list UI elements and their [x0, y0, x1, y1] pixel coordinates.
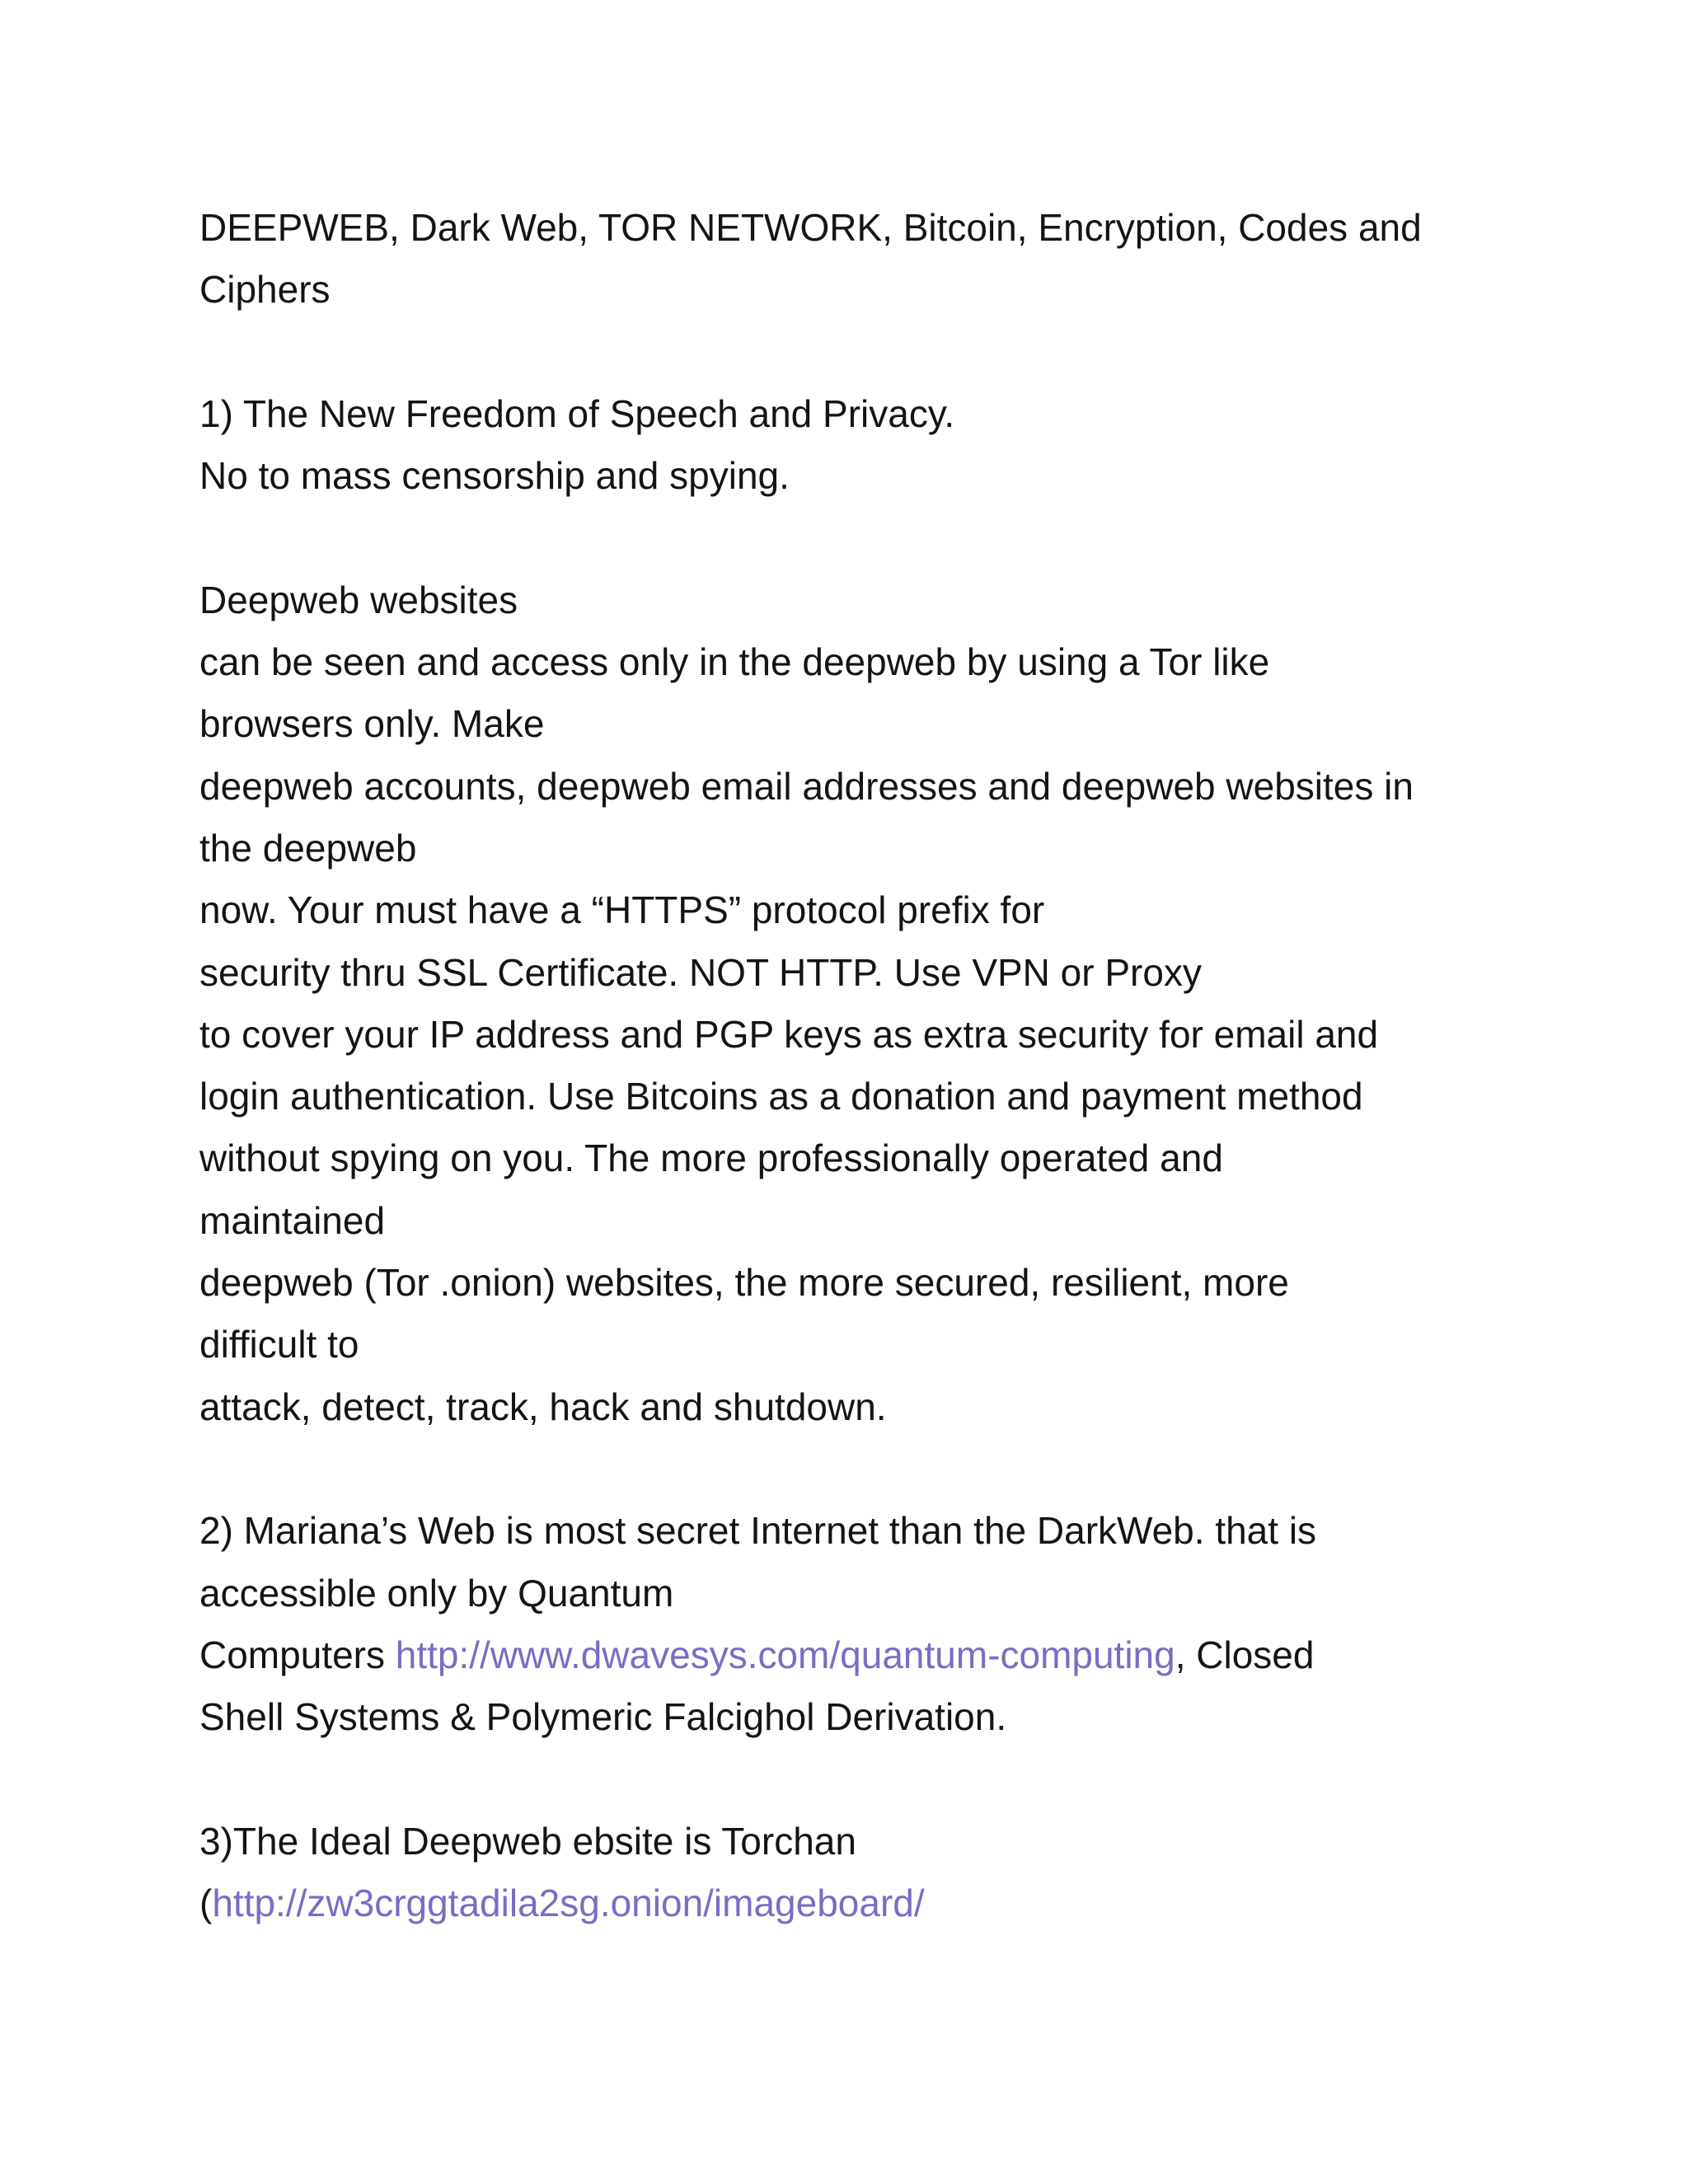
- section-1b-line: the deepweb: [199, 826, 417, 869]
- section-1-subheading: No to mass censorship and spying.: [199, 454, 790, 498]
- section-1b-line: difficult to: [199, 1323, 359, 1366]
- section-1b-line: browsers only. Make: [199, 702, 545, 746]
- section-1b-line: login authentication. Use Bitcoins as a donation and payment method: [199, 1075, 1363, 1118]
- paragraph-spacer: [199, 507, 1584, 569]
- section-1b-line: Deepweb websites: [199, 578, 518, 621]
- section-1-heading: 1) The New Freedom of Speech and Privacy.: [199, 391, 955, 435]
- torchan-link[interactable]: http://zw3crggtadila2sg.onion/imageboard/: [212, 1882, 925, 1925]
- paragraph-spacer: [199, 1748, 1584, 1810]
- section-1b-line: without spying on you. The more professionally operated and: [199, 1137, 1223, 1180]
- section-2-line-3-suffix: , Closed: [1175, 1633, 1315, 1676]
- section-2-line-3-prefix: Computers: [199, 1633, 396, 1676]
- section-1b-line: attack, detect, track, hack and shutdown.: [199, 1385, 887, 1428]
- paragraph-spacer: [199, 1438, 1584, 1500]
- section-1b-line: deepweb accounts, deepweb email addresses and deepweb websites in: [199, 764, 1414, 808]
- document-body: [199, 197, 1584, 1934]
- section-1b-line: now. Your must have a “HTTPS” protocol prefix for: [199, 888, 1045, 932]
- dwavesys-link[interactable]: http://www.dwavesys.com/quantum-computing: [395, 1633, 1175, 1676]
- section-1b-line: maintained: [199, 1198, 386, 1242]
- section-1b-line: to cover your IP address and PGP keys as extra security for email and: [199, 1012, 1379, 1056]
- section-1b-line: deepweb (Tor .onion) websites, the more secured, resilient, more: [199, 1261, 1289, 1305]
- section-3-line-2-prefix: (: [199, 1882, 213, 1925]
- section-3-line-2: [199, 1872, 1584, 1934]
- section-1b-line: can be seen and access only in the deepweb by using a Tor like: [199, 640, 1270, 684]
- section-2-line-3: [199, 1624, 1584, 1686]
- document-title-line-1: DEEPWEB, Dark Web, TOR NETWORK, Bitcoin, Encryption, Codes and: [199, 206, 1422, 249]
- section-2-line-1: 2) Mariana’s Web is most secret Internet than the DarkWeb. that is: [199, 1509, 1317, 1553]
- paragraph-spacer: [199, 321, 1584, 383]
- section-1b-line: security thru SSL Certificate. NOT HTTP. Use VPN or Proxy: [199, 950, 1202, 994]
- document-title-line-2: Ciphers: [199, 268, 331, 312]
- section-2-line-2: accessible only by Quantum: [199, 1571, 674, 1615]
- section-2-line-4: Shell Systems & Polymeric Falcighol Derivation.: [199, 1695, 1007, 1739]
- section-3-line-1: 3)The Ideal Deepweb ebsite is Torchan: [199, 1819, 856, 1863]
